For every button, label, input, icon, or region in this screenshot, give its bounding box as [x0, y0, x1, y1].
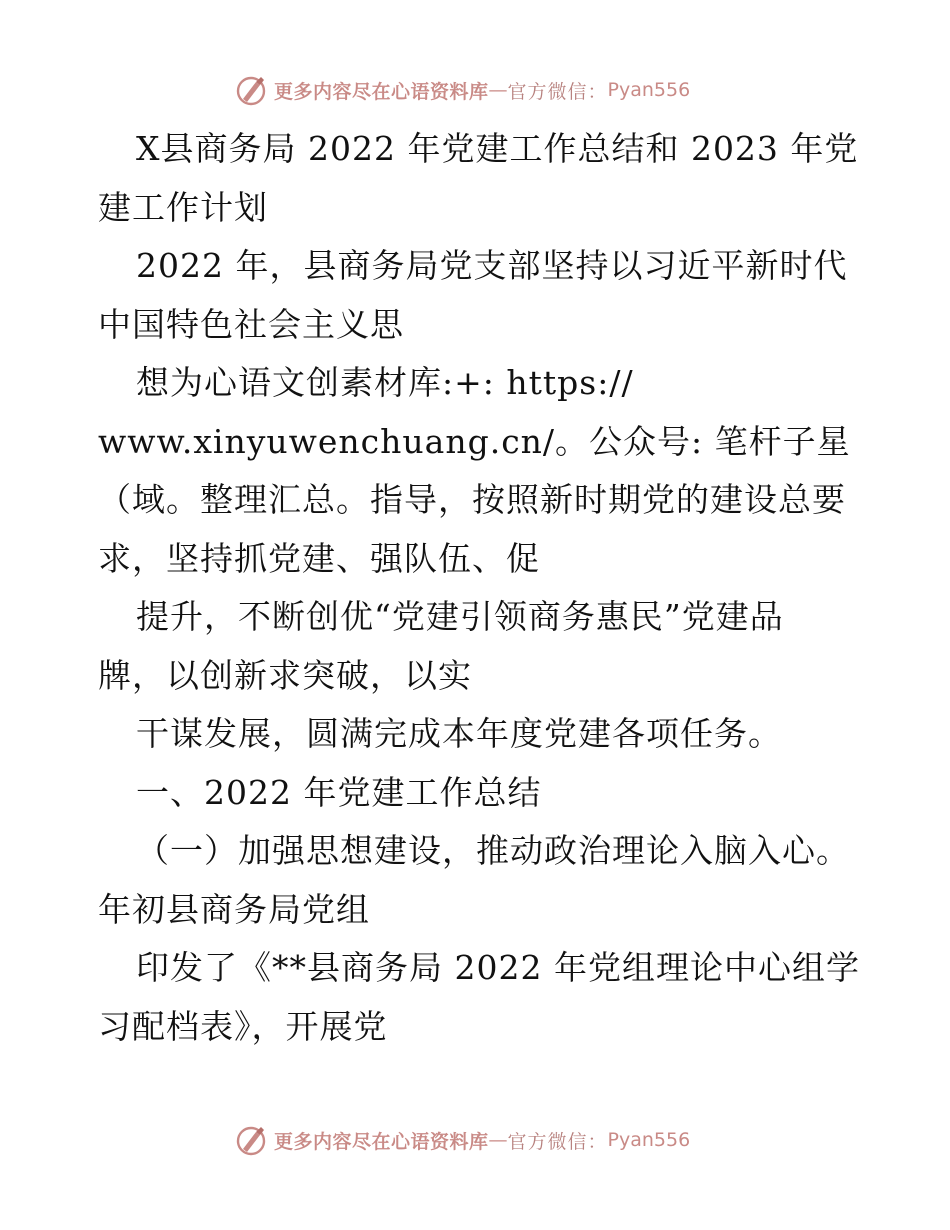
text-line: 中国特色社会主义思: [98, 304, 404, 344]
text-line: 求，坚持抓党建、强队伍、促: [98, 538, 540, 578]
text-line: 年初县商务局党组: [98, 889, 370, 929]
text-line: （一）加强思想建设，推动政治理论入脑入心。: [136, 831, 850, 870]
watermark-main-text: 更多内容尽在心语资料库: [274, 80, 489, 103]
pen-logo-icon: [234, 1123, 268, 1157]
watermark-wechat-id: Pyan556: [607, 1129, 691, 1151]
text-line: 习配档表》，开展党: [98, 1006, 388, 1046]
text-line: X县商务局 2022 年党建工作总结和 2023 年党: [136, 129, 859, 168]
text-line: 2022 年，县商务局党支部坚持以习近平新时代: [136, 246, 848, 285]
text-line: 牌，以创新求突破，以实: [98, 655, 472, 695]
text-line: 印发了《**县商务局 2022 年党组理论中心组学: [136, 948, 860, 987]
watermark-main-text: 更多内容尽在心语资料库: [274, 1130, 489, 1153]
watermark-label: 官方微信：: [507, 80, 608, 103]
text-line: 提升，不断创优“党建引领商务惠民”党建品: [136, 597, 784, 636]
text-line: 建工作计划: [98, 187, 268, 227]
section-heading: 一、2022 年党建工作总结: [136, 772, 542, 812]
document-body: [98, 120, 858, 1056]
watermark-wechat-id: Pyan556: [607, 79, 691, 101]
footer-watermark: [234, 1120, 690, 1160]
text-line: 想为心语文创素材库:+: https://: [136, 363, 634, 402]
watermark-dash: —: [488, 1129, 508, 1151]
watermark-label: 官方微信：: [507, 1130, 608, 1153]
text-line: www.xinyuwenchuang.cn/。公众号: 笔杆子星: [98, 421, 851, 461]
watermark-dash: —: [488, 79, 508, 101]
text-line: （域。整理汇总。指导，按照新时期党的建设总要: [98, 480, 846, 519]
header-watermark: [234, 70, 690, 110]
text-line: 干谋发展，圆满完成本年度党建各项任务。: [136, 714, 782, 753]
pen-logo-icon: [234, 73, 268, 107]
